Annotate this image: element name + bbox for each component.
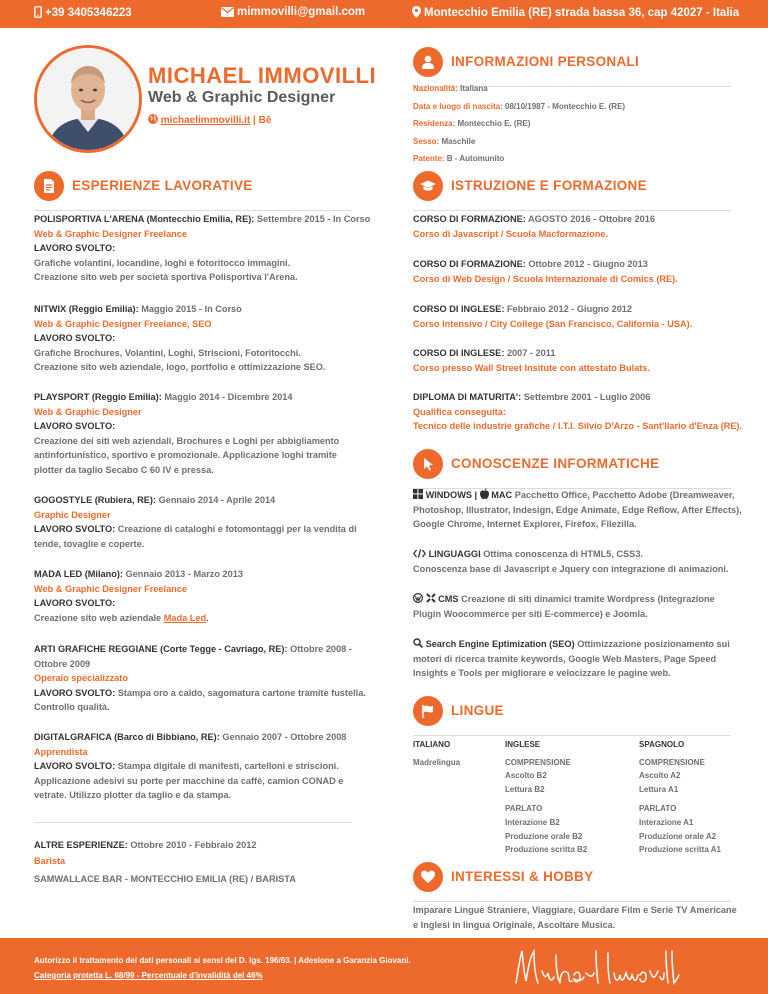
wordpress-icon xyxy=(413,593,423,603)
education-item: CORSO DI INGLESE: 2007 - 2011 Corso presso Wall Street Insitute con attestato Bulats. xyxy=(413,348,651,373)
avatar-illustration xyxy=(37,48,139,150)
personal-info-list xyxy=(413,80,625,168)
personal-row: Sesso: Maschile xyxy=(413,136,476,146)
graduation-cap-icon xyxy=(420,178,436,194)
envelope-icon xyxy=(221,7,234,17)
job-entry: NITWIX (Reggio Emilia): Maggio 2015 - In Corso Web & Graphic Designer Freelance, SEO LAVORO SVOLTO: Grafiche Brochures, Volantini, Loghi, Striscioni, Fotoritocchi. Creazione sito web aziendale, logo, portfolio e ottimizzazione SEO. xyxy=(34,304,326,373)
phone-icon xyxy=(34,6,42,18)
apple-icon xyxy=(480,488,489,499)
profile-photo xyxy=(34,45,142,153)
footer xyxy=(0,938,768,994)
personal-row: Patente: B - Automunito xyxy=(413,154,505,163)
education-title: ISTRUZIONE E FORMAZIONE xyxy=(451,178,647,193)
experience-title: ESPERIENZE LAVORATIVE xyxy=(72,178,253,193)
divider xyxy=(34,822,352,823)
code-icon xyxy=(413,549,426,558)
job-entry: POLISPORTIVA L'ARENA (Montecchio Emilia, RE): Settembre 2015 - In Corso Web & Graphic Designer Freelance LAVORO SVOLTO: Grafiche volantini, locandine, loghi e fotoritocco immagini. Creazione sito web per società sportiva Polisportiva l'Arena. xyxy=(34,214,371,283)
privacy-consent: Autorizzo il trattamento dei dati personali ai sensi del D. lgs. 196/03. | Adesione a Garanzia Giovani. xyxy=(34,956,411,965)
computer-skills-header xyxy=(413,449,731,481)
other-experience: ALTRE ESPERIENZE: Ottobre 2010 - Febbraio 2012 Barista SAMWALLACE BAR - MONTECCHIO EMILIA (RE) / BARISTA xyxy=(34,840,296,884)
job-entry: MADA LED (Milano): Gennaio 2013 - Marzo 2013 Web & Graphic Designer Freelance LAVORO SVOLTO: Creazione sito web aziendale Mada Led. xyxy=(34,569,243,623)
hobbies-header xyxy=(413,862,731,894)
job-entry: DIGITALGRAFICA (Barco di Bibbiano, RE): Gennaio 2007 - Ottobre 2008 Apprendista LAVORO SVOLTO: Stampa digitale di manifesti, cartelloni e striscioni. Applicazione adesivi su porte per macchine da caffè, camion CONAD e vetrate. Utilizzo plotter da taglio e da stampa. xyxy=(34,732,347,801)
seo-skills: Search Engine Eptimization (SEO) Ottimizzazione posizionamento sui motori di ricerca tramite keywords, Google Web Masters, Page Speed Insights e Tools per migliorare e velocizzare le pagine web. xyxy=(413,639,730,679)
education-item: CORSO DI FORMAZIONE: Ottobre 2012 - Giugno 2013 Corso di Web Design / Scuola Internazionale di Comics (RE). xyxy=(413,259,678,284)
personal-row: Data e luogo di nascita: 08/10/1987 - Montecchio E. (RE) xyxy=(413,101,626,111)
language-italian: ITALIANO Madrelingua xyxy=(413,740,461,767)
job-title: Web & Graphic Designer xyxy=(148,89,336,106)
personal-row: Nazionalità: Italiana xyxy=(413,84,488,93)
joomla-icon xyxy=(426,593,436,603)
full-name: MICHAEL IMMOVILLI xyxy=(148,63,377,88)
cms-skills: CMS Creazione di siti dinamici tramite Wordpress (Integrazione Plugin Woocommerce per siti E-commerce) e Joomla. xyxy=(413,594,715,619)
language-english: INGLESE COMPRENSIONE Ascolto B2 Lettura B2 PARLATO Interazione B2 Produzione orale B2 Produzione scritta B2 xyxy=(505,740,588,855)
flag-icon xyxy=(420,703,436,719)
map-pin-icon xyxy=(412,6,421,18)
signature xyxy=(512,943,682,989)
os-skills: WINDOWS | MAC Pacchetto Office, Pacchetto Adobe (Dreamweaver, Photoshop, Illustrator, Indesign, Edge Animate, Edge Reflow, After Effects), Google Chrome, Internet Explorer, Firefox, Filezilla. xyxy=(413,490,742,530)
computer-skills-title: CONOSCENZE INFORMATICHE xyxy=(451,456,660,471)
search-icon xyxy=(413,638,423,648)
personal-row: Residenza: Montecchio E. (RE) xyxy=(413,119,531,128)
languages-header xyxy=(413,696,731,728)
contact-bar xyxy=(0,0,768,28)
windows-icon xyxy=(413,489,423,499)
document-icon xyxy=(41,178,57,194)
user-icon xyxy=(420,54,436,70)
phone[interactable] xyxy=(34,6,132,19)
hobbies-title: INTERESSI & HOBBY xyxy=(451,869,594,884)
email-address: mimmovilli@gmail.com xyxy=(237,6,366,18)
website-link-row xyxy=(148,114,271,126)
phone-number: +39 3405346223 xyxy=(45,7,132,19)
language-skills: LINGUAGGI Ottima conoscenza di HTML5, CSS3. Conoscenza base di Javascript e Jquery con integrazione di animazioni. xyxy=(413,549,729,574)
globe-icon xyxy=(148,114,158,124)
website-link[interactable]: michaelimmovilli.it xyxy=(160,115,251,126)
heart-icon xyxy=(420,869,436,885)
education-item: DIPLOMA DI MATURITA': Settembre 2001 - Luglio 2006 Qualifica conseguita: Tecnico delle industrie grafiche / I.T.I. Silvio D'Arzo - Sant'Ilario d'Enza (RE). xyxy=(413,392,743,432)
behance-link[interactable]: | Bē xyxy=(253,115,272,126)
experience-header xyxy=(34,171,352,203)
personal-info-header xyxy=(413,47,731,79)
mada-led-link[interactable]: Mada Led xyxy=(163,612,207,623)
protected-category-link[interactable]: Categoria protetta L. 68/99 - Percentuale d'invalidità del 46% xyxy=(34,971,263,980)
cursor-icon xyxy=(420,456,436,472)
job-entry: GOGOSTYLE (Rubiera, RE): Gennaio 2014 - Aprile 2014 Graphic Designer LAVORO SVOLTO: Creazione di cataloghi e fotomontaggi per la vendita di tende, tovaglie e coperte. xyxy=(34,495,357,549)
education-item: CORSO DI INGLESE: Febbraio 2012 - Giugno 2012 Corso Intensivo / City College (San Francisco, California - USA). xyxy=(413,304,693,329)
language-spanish: SPAGNOLO COMPRENSIONE Ascolto A2 Lettura A1 PARLATO Interazione A1 Produzione orale A2 Produzione scritta A1 xyxy=(639,740,721,855)
address xyxy=(412,6,739,19)
languages-title: LINGUE xyxy=(451,703,504,718)
personal-info-title: INFORMAZIONI PERSONALI xyxy=(451,54,640,69)
job-entry: PLAYSPORT (Reggio Emilia): Maggio 2014 - Dicembre 2014 Web & Graphic Designer LAVORO SVOLTO: Creazione dei siti web aziendali, Brochures e Loghi per abbigliamento antinfortunistico, sportivo e promozionale. Applicazione loghi tramite plotter da taglio Secabo C 60 IV e pressa. xyxy=(34,392,340,475)
education-header xyxy=(413,171,731,203)
address-text: Montecchio Emilia (RE) strada bassa 36, cap 42027 - Italia xyxy=(424,7,740,19)
education-item: CORSO DI FORMAZIONE: AGOSTO 2016 - Ottobre 2016 Corso di Javascript / Scuola Macformazione. xyxy=(413,214,656,239)
hobbies-text: Imparare Lingue Straniere, Viaggiare, Guardare Film e Serie TV Americane e Inglesi in lingua Originale, Ascoltare Musica. xyxy=(413,905,737,930)
job-entry: ARTI GRAFICHE REGGIANE (Corte Tegge - Cavriago, RE): Ottobre 2008 - Ottobre 2009 Operaio specializzato LAVORO SVOLTO: Stampa oro a caldo, sagomatura cartone tramite fustella. Controllo qualità. xyxy=(34,644,366,713)
email[interactable] xyxy=(221,6,365,18)
